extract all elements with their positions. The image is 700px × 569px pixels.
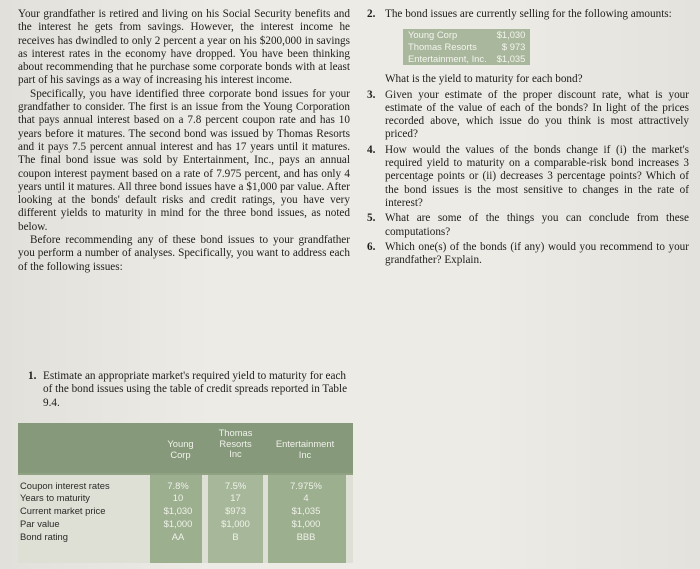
intro-paragraph-3: Before recommending any of these bond issues to your grandfather you perform a number of analyses. Specifically, you want to address each of the following issues: [18,234,350,273]
table-row: Current market price $1,030 $973 $1,035 [20,505,321,516]
question-6: 6. Which one(s) of the bonds (if any) would you recommend to your grandfather? Explain. [367,240,689,267]
table-row: Years to maturity 10 17 4 [20,492,309,503]
question-2: 2. The bond issues are currently selling for the following amounts: Young Corp $1,030 Thomas Resorts $ 973 Entertainment, Inc. $1,035 What is the yield to maturity for each bond? [367,8,689,87]
intro-paragraph-1: Your grandfather is retired and living on his Social Security benefits and the interest he gets from savings. However, the interest income he receives has dwindled to only 2 percent a year on his $200,000 in savings as interest rates in the economy have dropped. You have been thinking about recommending that he purchase some corporate bonds with at least part of his savings as a way of increasing his interest income. [18,8,350,87]
question-5: 5. What are some of the things you can conclude from these computations? [367,212,689,238]
bond-table [18,423,353,563]
questions-column [367,8,689,269]
table-row: Entertainment, Inc. $1,035 [408,53,526,65]
question-1-text: Estimate an appropriate market's required yield to maturity for each of the bond issues using the table of credit spreads reported in Table 9.4. [43,370,348,409]
intro-text [18,8,350,274]
question-2-followup: What is the yield to maturity for each bond? [385,73,583,86]
question-3: 3. Given your estimate of the proper discount rate, what is your estimate of the value of each of the bonds? In light of the prices recorded above, which issue do you think is most attractively priced? [367,88,689,141]
question-4: 4. How would the values of the bonds change if (i) the market's required yield to maturity on a comparable-risk bond increases 3 percentage points or (ii) decreases 3 percentage points? Which of the bond issues is the most sensitive to changes in the rate of interest? [367,143,689,209]
table-row: Young Corp $1,030 [408,29,526,41]
bond-table-header [18,423,353,473]
question-1 [18,370,350,410]
header-thomas-resorts: Thomas Resorts Inc [218,427,253,459]
intro-paragraph-2: Specifically, you have identified three corporate bond issues for your grandfather to consider. The first is an issue from the Young Corporation that pays annual interest based on a 7.8 percent coupon rate and has 10 years before it matures. The second bond was issued by Thomas Resorts and it pays 7.5 percent annual interest and has 17 years until it matures. The final bond issue was sold by Entertainment, Inc., pays an annual coupon interest payment based on a rate of 7.975 percent, and has only 4 years until it matures. All three bond issues have a $1,000 par value. After looking at the bonds' default risks and credit ratings, you have very different yields to maturity in mind for the three bond issues, as noted below. [18,87,350,233]
table-row: Bond rating AA B BBB [20,531,316,542]
header-young-corp: Young Corp [167,438,194,460]
question-1-number: 1. [28,370,37,382]
question-list [367,8,689,267]
table-row: Coupon interest rates 7.8% 7.5% 7.975% [20,480,322,491]
table-row: Par value $1,000 $1,000 $1,000 [20,518,321,529]
table-row: Thomas Resorts $ 973 [408,41,526,53]
bond-price-table [403,29,530,65]
header-entertainment-inc: Entertainment Inc [275,438,335,460]
